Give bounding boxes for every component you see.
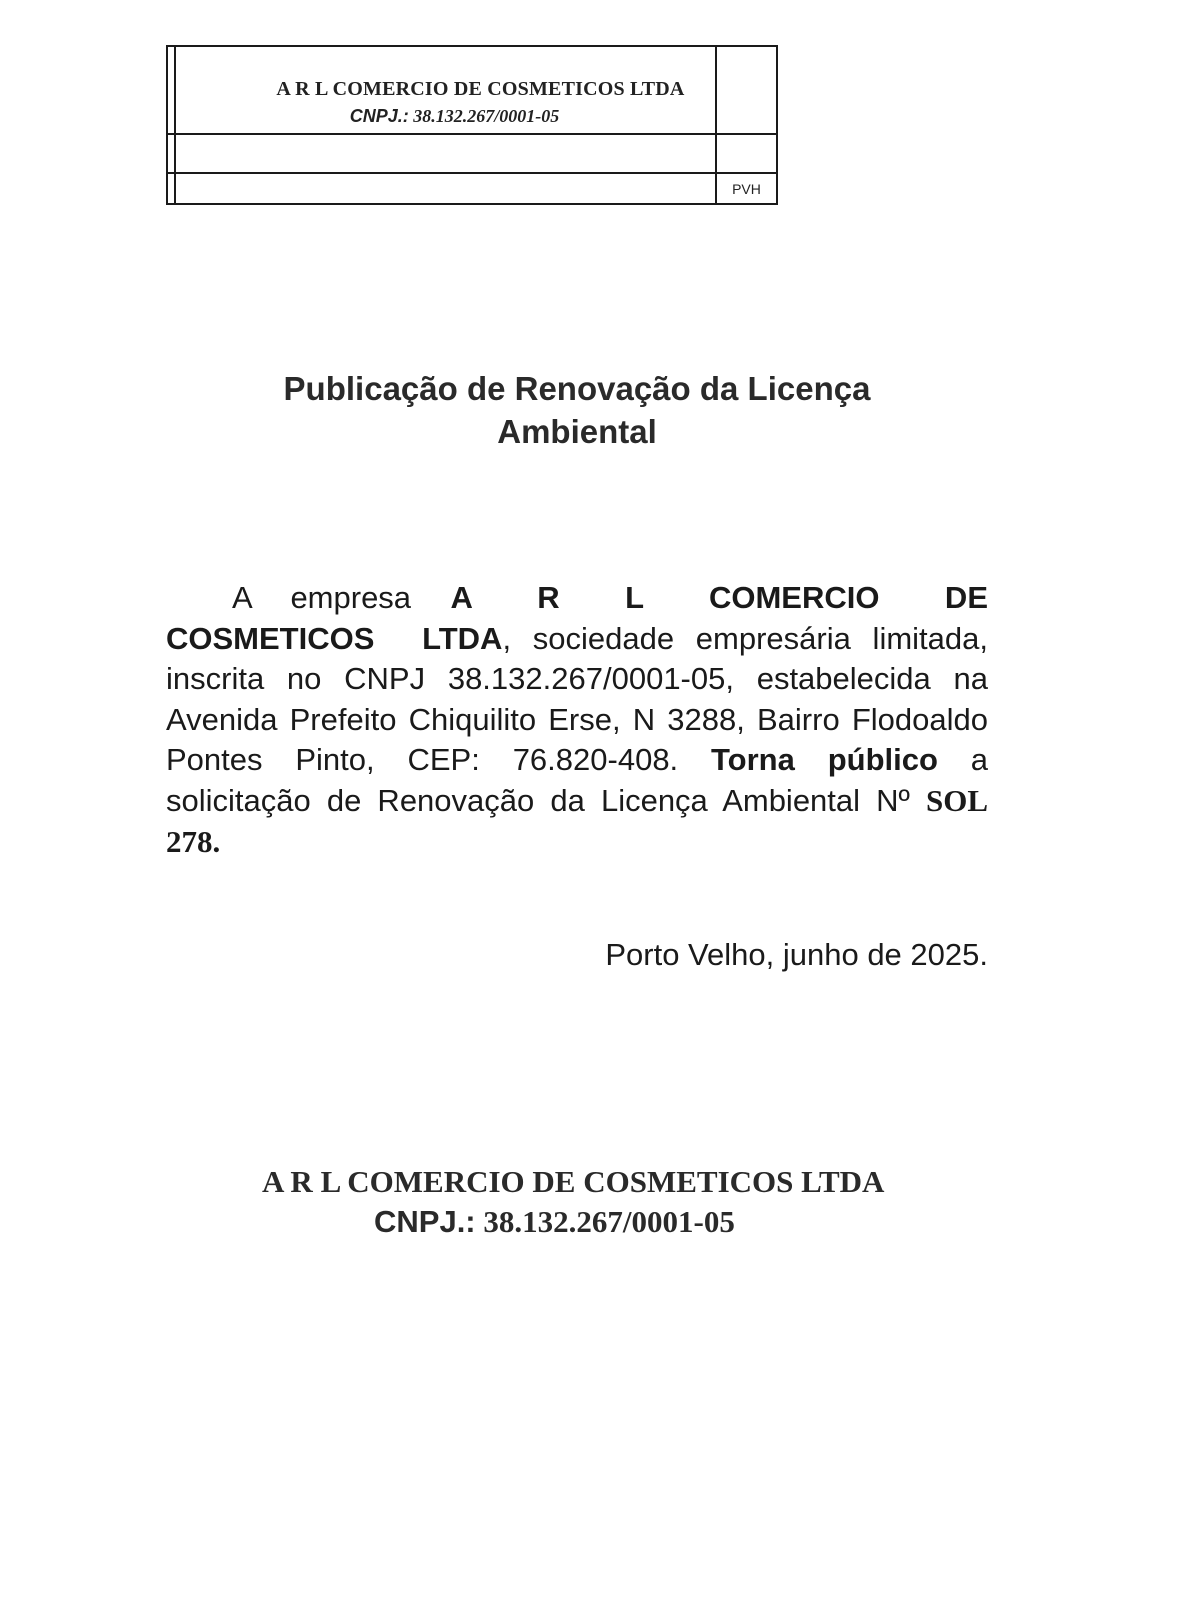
header-code-cell [717,174,776,203]
body-torna-publico: Torna público [711,742,938,778]
header-code: PVH [732,180,761,197]
footer-company-name: A R L COMERCIO DE COSMETICOS LTDA [262,1164,885,1199]
footer-cnpj [374,1202,735,1242]
header-cnpj-number: 38.132.267/0001-05 [413,106,560,126]
header-table [166,45,778,205]
place-and-date: Porto Velho, junho de 2025. [605,937,988,972]
body-company-name: A R L COMERCIO DE COSMETICOS LTDA [166,580,988,656]
body-request-text: a solicitação de Renovação da Licença Ambiental Nº [166,742,988,818]
body-intro: A empresa [232,580,451,615]
header-cnpj-label: CNPJ.: [349,106,409,126]
document-title-line-1: Publicação de Renovação da Licença [283,370,871,407]
body-company-details: , sociedade empresária limitada, inscrita no CNPJ 38.132.267/0001-05, estabelecida na Avenida Prefeito Chiquilito Erse, N 3288, Bairro Flodoaldo Pontes Pinto, CEP: 76.820-408. [166,620,988,778]
footer-cnpj-number: 38.132.267/0001-05 [483,1204,735,1239]
footer-cnpj-label: CNPJ.: [374,1204,476,1239]
body-license-number: SOL 278. [166,782,988,859]
header-cnpj [176,105,715,127]
document-title [166,367,988,453]
header-table-row-divider-2 [168,172,776,174]
body-paragraph [166,578,988,862]
header-table-row-divider-1 [168,133,776,135]
document-title-line-2: Ambiental [497,413,657,450]
header-company-name: A R L COMERCIO DE COSMETICOS LTDA [276,78,685,100]
